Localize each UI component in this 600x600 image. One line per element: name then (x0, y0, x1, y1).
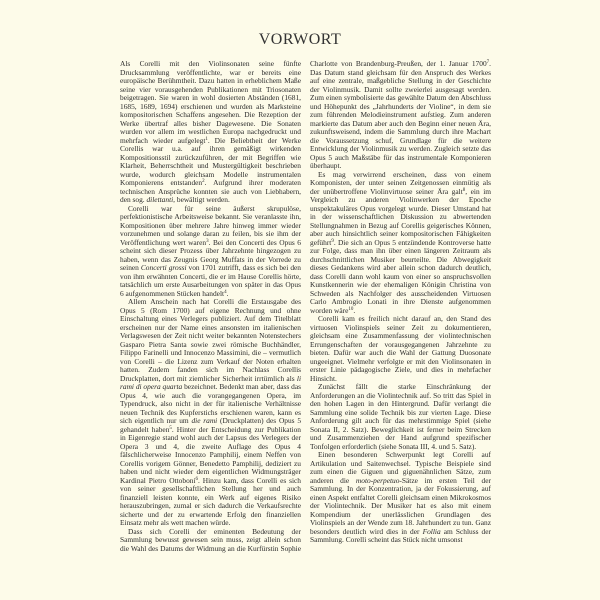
text-run: . Die Beliebtheit der Werke Corellis war u.a. auf ihren gemäßigt wirkenden Kompositionsstil zurückzuführen, der mit Begriffen wie Klarheit, Beherrschtheit und Mustergültigkeit beschrieben wurde, wodurch gleichsam Modelle instrumentalen Komponierens entstanden (120, 135, 301, 187)
text-run: . (353, 305, 356, 315)
text-run: Zunächst fällt die starke Einschränkung der Anforderungen an die Violintechnik auf. So tritt das Spiel in den hohen Lagen in den Hintergrund. Dafür verlangt die Sammlung eine solide Technik bis zur vierten Lage. Diese Anforderung gilt auch für das mehrstimmige Spiel (siehe Sonata II, 2. Satz). Beweglichkeit ist ferner beim Strecken und Zusammenziehen der Hand aufgrund spezifischer Tonfolgen erforderlich (siehe Sonata III, 4. und 5. Satz). (310, 382, 491, 451)
preface-body-text (120, 60, 491, 553)
text-run: Allem Anschein nach hat Corelli die Erstausgabe des Opus 5 (Rom 1700) auf eigene Rechnung und ohne Einschaltung eines Verlegers publiziert. Auf dem Titelblatt erscheinen nur der Name eines ansonsten im italienischen Verlagswesen der Zeit nicht weiter bekannten Notenstechers Gasparo Pietra Santa sowie zwei römische Buchhändler, Filippo Farinelli und Innocenzo Massimini, die – vermutlich von Corelli – die Lizenz zum Verkauf der Noten erhalten hatten. Zudem fanden sich im Nachlass Corellis Druckplatten, dort mit ziemlicher Sicherheit irrtümlich als (120, 297, 301, 383)
text-run: Corelli war für seine äußerst skrupulöse, perfektionistische Arbeitsweise bekannt. Sie veranlasste ihn, Kompositionen über mehrere Jahre hinweg immer wieder vorzunehmen und solange daran zu feilen, bis sie ihm der Veröffentlichung wert waren (120, 203, 301, 247)
italic-text: moto-perpetuo (355, 475, 400, 485)
paragraph (120, 60, 301, 205)
text-run: , bewältigt werden. (173, 195, 230, 204)
paragraph (310, 383, 491, 451)
italic-text: die rami (191, 416, 218, 425)
text-run: . Aufgrund ihrer moderaten technischen Ansprüche konnten sie auch von Liebhabern, den sog. (120, 178, 301, 204)
footnote-marker: 10 (348, 306, 354, 312)
footnote-marker: 9 (331, 238, 334, 244)
footnote-marker: 6 (195, 476, 199, 482)
paragraph (310, 315, 491, 383)
text-run: , ein im Vergleich zu anderen Violinwerken der Epoche unspektakuläres Opus vorgelegt wurde. Dieser Umstand hat in der wissenschaftlichen Diskussion zu abwertenden Stellungnahmen in Bezug auf Corellis geigerisches Können, aber auch hinsichtlich seiner kompositorischen Fähigkeiten geführt (310, 186, 491, 247)
footnote-marker: 3 (206, 238, 209, 244)
footnote-marker: 4 (224, 289, 227, 295)
text-run: Einen besonderen Schwerpunkt legt Corelli auf Artikulation und Saitenwechsel. Typische Beispiele sind zum einen die Giguen und giguenähnlichen Sätze, zum anderen die (310, 450, 491, 485)
text-run: . Die sich an Opus 5 entzündende Kontroverse hatte zur Folge, dass man ihn über einen längeren Zeitraum als durchschnittlichen Musiker beurteilte. Die Abwegigkeit dieses Gedankens wird aber allein schon dadurch deutlich, dass Corelli dann wohl kaum von einer so anspruchsvollen Kunstkennerin wie der ehemaligen Königin Christina von Schweden als Nachfolger des ausscheidenden Virtuosen Carlo Ambrogio Lonati in ihre Dienste aufgenommen worden wäre (310, 237, 491, 315)
text-run: . Das Datum stand gleichsam für den Anspruch des Werkes auf eine zentrale, maßgebliche Stellung in der Geschichte der Violinmusik. Damit sollte zweierlei ausgesagt werden. Zum einen symbolisierte das gewählte Datum den Abschluss und Höhepunkt des „Jahrhunderts der Violine“, in dem sie zum führenden Melodieinstrument aufstieg. Zum anderen markierte das Datum aber auch den Beginn einer neuen Ära, zukunftsweisend, indem die Sammlung durch ihre Machart die Voraussetzung schuf, Grundlage für die weitere Entwicklung der Violinmusik zu werden. Zugleich setzte das Opus 5 auch Maßstäbe für das instrumentale Komponieren überhaupt. (310, 59, 491, 170)
paragraph (310, 171, 491, 316)
page-title: VORWORT (258, 31, 342, 48)
text-run: bezeichnet. Bedenkt man aber, dass das Opus 4, wie auch die vorangegangenen Opera, im Typendruck, also nicht in der für italienische Verhältnisse neuen Technik des Kupferstichs erschienen waren, kann es sich eigentlich nur um (120, 382, 301, 425)
paragraph (120, 298, 301, 528)
text-run: . Hinter der Entscheidung zur Publikation in Eigenregie stand wohl auch der Lapsus des Verlegers der Opera 3 und 4, die zweite Auflage des Opus 4 fälschlicherweise Innocenzo Pamphilij, einem Neffen von Corellis vorigem Gönner, Benedetto Pamphilij, dediziert zu haben und nicht wieder dem eigentlichen Widmungsträger Kardinal Pietro Ottoboni (120, 424, 301, 485)
italic-text: Follia (422, 526, 441, 536)
text-run: (Druckplatten) des Opus 5 gehandelt haben (120, 416, 302, 434)
text-run: . Hinzu kam, dass Corelli es sich von seiner gesellschaftlichen Stellung her und auch finanziell leisten konnte, ein Werk auf eigenes Risiko herauszubringen, zumal er sich dadurch die Verkaufsrechte sicherte und der zu erwartende Erfolg den finanziellen Einsatz mehr als wett machen würde. (120, 475, 301, 527)
paragraph (120, 205, 301, 299)
footnote-marker: 7 (486, 60, 490, 65)
text-run: am Schluss der Sammlung. Corelli scheint das Stück nicht umsonst (310, 526, 491, 544)
footnote-marker: 8 (462, 187, 466, 193)
text-run: Corelli kam es freilich nicht darauf an, den Stand des virtuosen Violinspiels seiner Zeit zu dokumentieren, gleichsam eine Zusammenfassung der violintechnischen Errungenschaften der vorausgegangenen Jahrzehnte zu bieten. Dafür war auch die Wahl der Gattung Duosonate ungeeignet. Vielmehr verfolgte er mit den Violinsonaten in erster Linie pädagogische Ziele, und dies in mehrfacher Hinsicht. (310, 314, 491, 383)
footnote-marker: 5 (169, 425, 172, 431)
text-run: von 1701 zutrifft, dass es sich bei den von ihm erwähnten Concerti, die er im Hause Corellis hörte, tatsächlich um erste Ausarbeitungen von später in das Opus 6 aufgenommenen Stücken handelt (120, 263, 302, 298)
italic-text: dilettanti (146, 195, 174, 204)
italic-text: Concerti grossi (140, 263, 187, 272)
paragraph (310, 451, 491, 545)
text-run: . Bei den Concerti des Opus 6 scheint sich dieser Prozess über Jahrzehnte hingezogen zu haben, wenn das Zeugnis Georg Muffats in der Vorrede zu seinen (120, 237, 301, 272)
footnote-marker: 1 (205, 136, 208, 142)
text-run: Als Corelli mit den Violinsonaten seine fünfte Drucksammlung veröffentlichte, war er bereits eine europäische Berühmtheit. Dazu hatten in erheblichem Maße seine vier vorausgehenden Publikationen mit Triosonaten beigetragen. Sie waren in wohl dosierten Abständen (1681, 1685, 1689, 1694) erschienen und wurden als Marksteine kompositorischen Schaffens angesehen. Die Rezeption der Werke übertraf alles bisher Dagewesene. Die Sonaten wurden vor allem im westlichen Europa nachgedruckt und mehrfach wieder aufgelegt (120, 59, 301, 145)
text-run: . (226, 288, 229, 298)
text-run: Dass sich Corelli der eminenten Bedeutung der Sammlung bewusst gewesen sein muss, zeigt allein schon die Wahl des Datums der Widmung an die Kurfürstin Sophie Charlotte von Brandenburg-Preußen, der 1. Januar 1700 (120, 59, 487, 553)
italic-text: li rami di opera quarta (120, 373, 301, 391)
footnote-marker: 2 (202, 179, 205, 184)
text-run: Es mag verwirrend erscheinen, dass von einem Komponisten, der unter seinen Zeitgenossen einmütig als der unübertroffene Violinvirtuose seiner Ära galt (310, 169, 491, 196)
text-run: -Sätze im ersten Teil der Sammlung. In der Konzentration, ja der Fokussierung, auf einen Aspekt entfaltet Corelli gleichsam einen Mikrokosmos der Violintechnik. Der Musiker hat es also mit einem Kompendium der unerlässlichen Grundlagen des Violinspiels an der Wende zum 18. Jahrhundert zu tun. Ganz besonders deutlich wird dies in der (310, 475, 491, 536)
